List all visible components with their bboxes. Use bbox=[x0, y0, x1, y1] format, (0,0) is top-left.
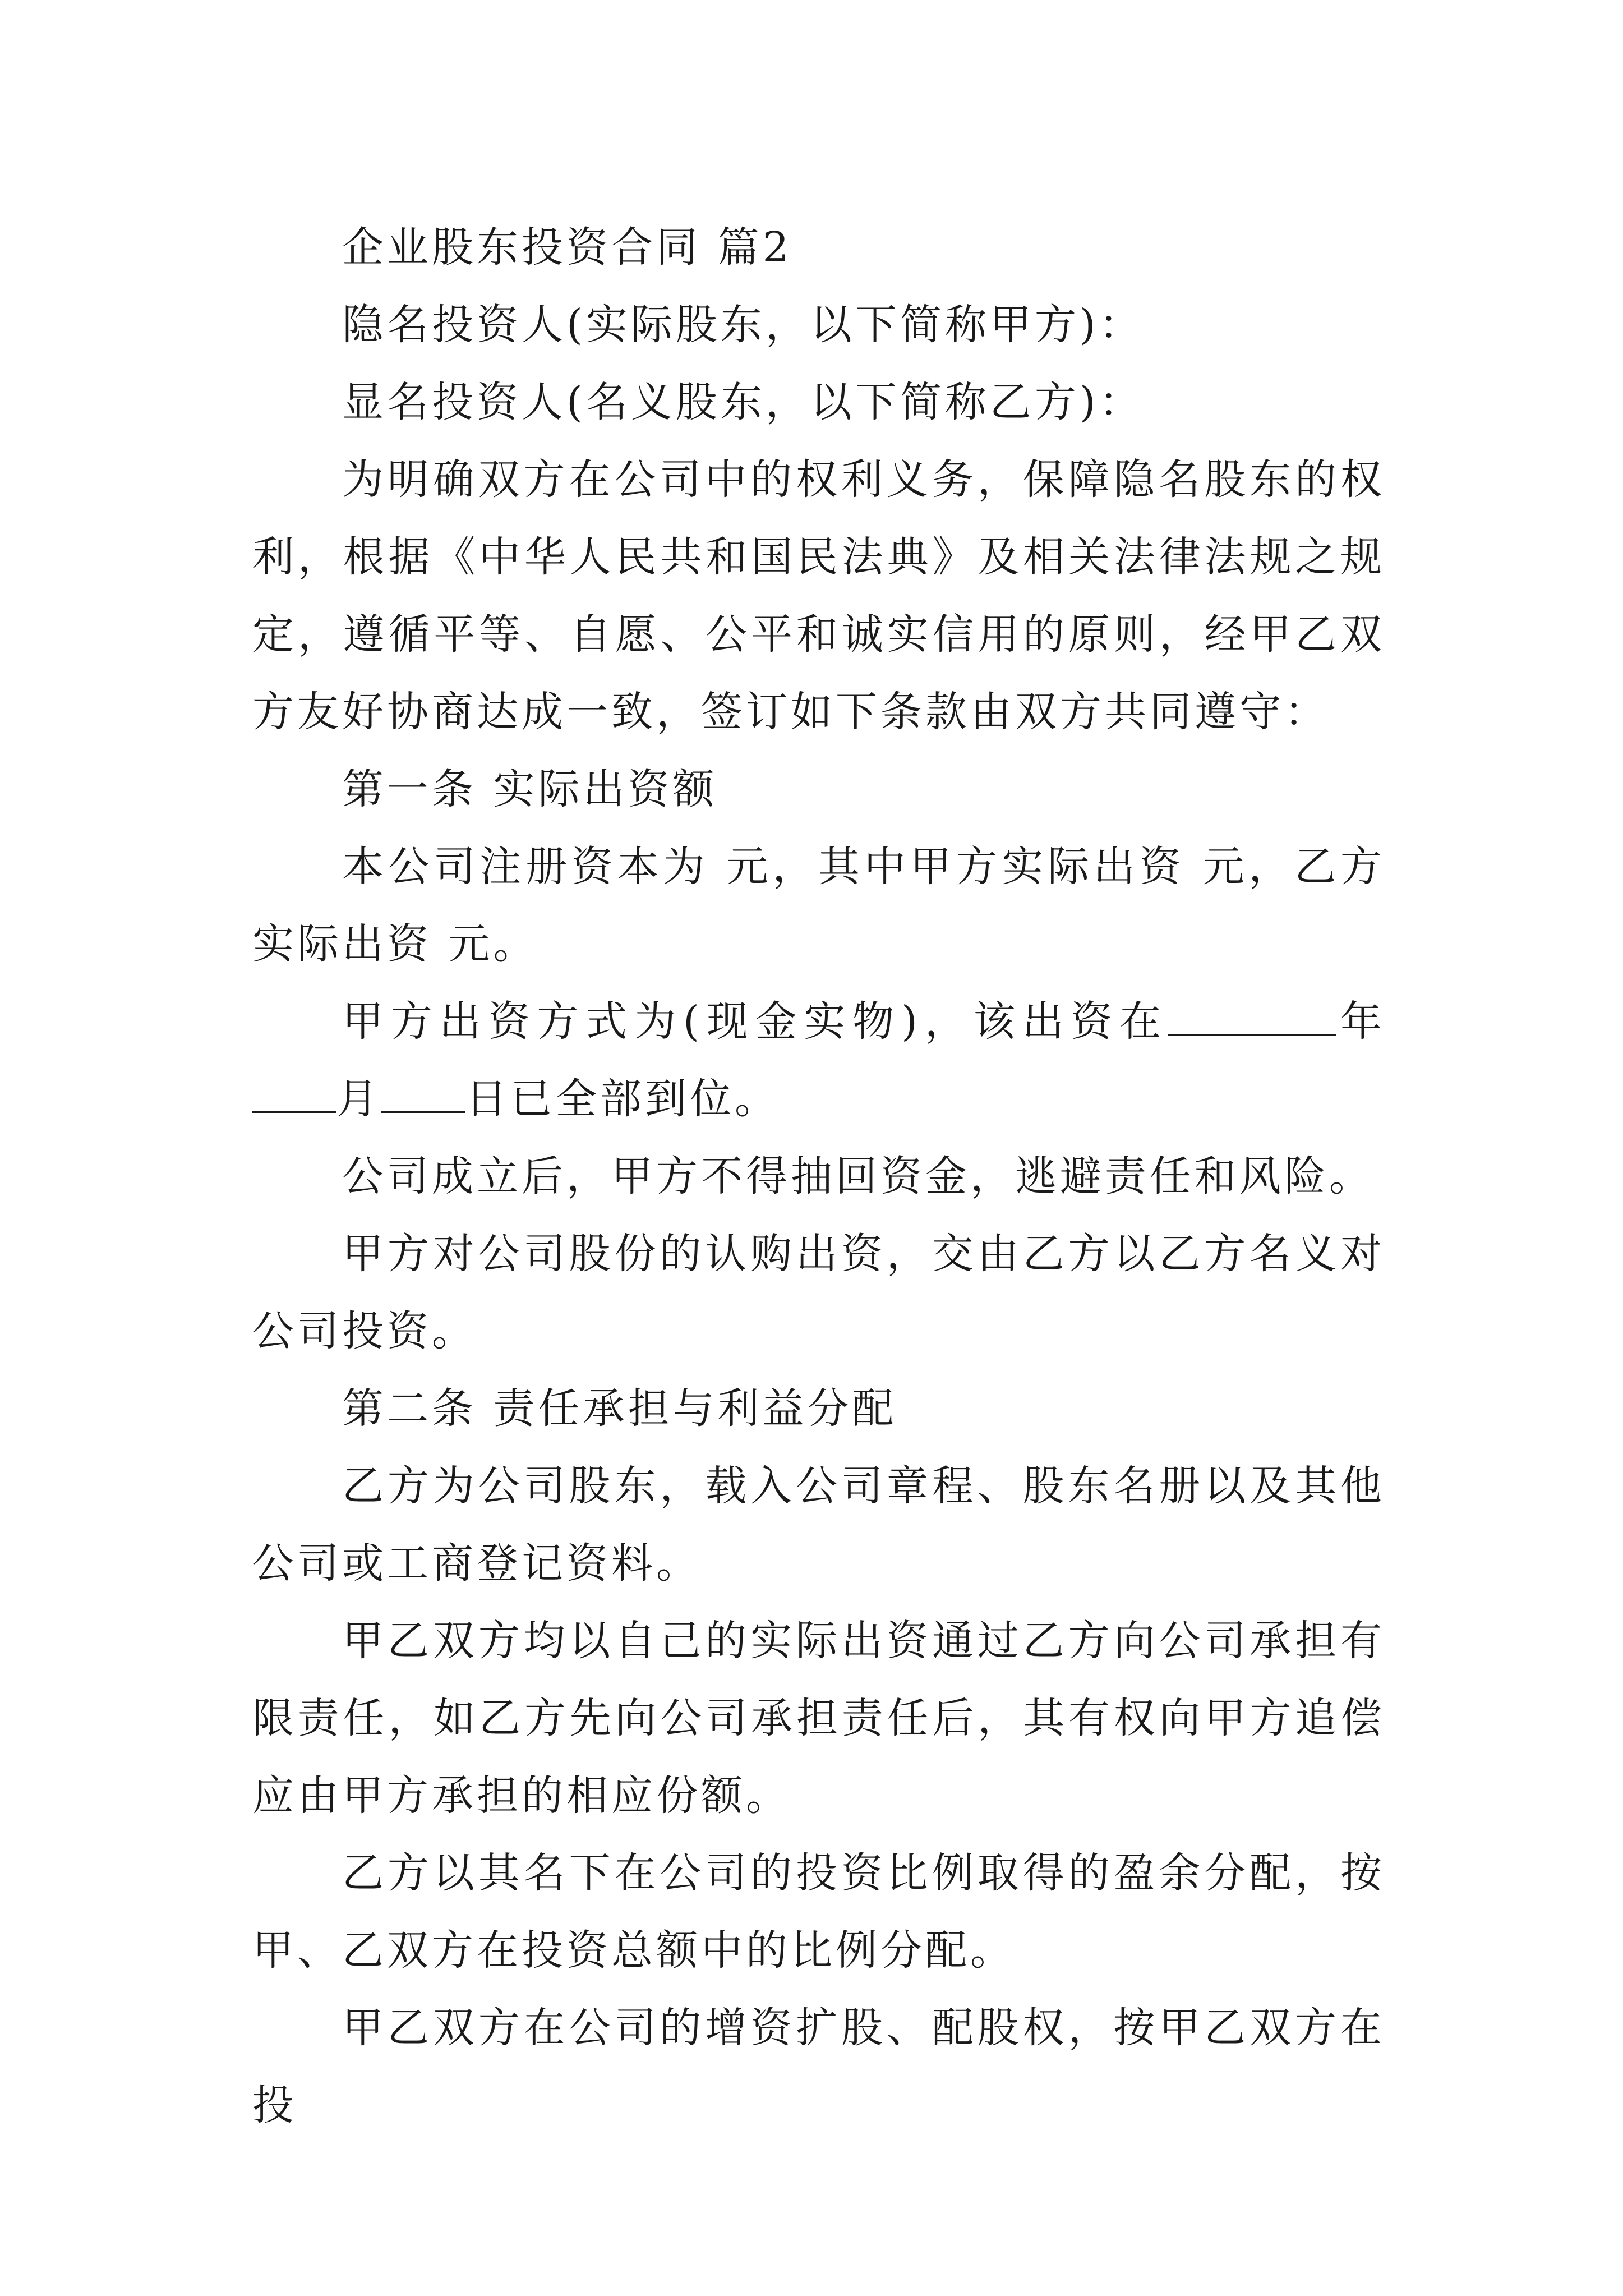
article-1-title: 第一条 实际出资额 bbox=[342, 765, 718, 813]
article-1-paragraph-2-part-b: 年 bbox=[1336, 997, 1385, 1046]
party-b-line: 显名投资人(名义股东，以下简称乙方)： bbox=[342, 378, 1144, 426]
article-2-title: 第二条 责任承担与利益分配 bbox=[342, 1384, 897, 1433]
article-1-paragraph-3: 公司成立后，甲方不得抽回资金，逃避责任和风险。 bbox=[342, 1152, 1374, 1200]
day-blank bbox=[381, 1072, 465, 1113]
preamble-paragraph: 为明确双方在公司中的权利义务，保障隐名股东的权利，根据《中华人民共和国民法典》及相关法律法规之规定，遵循平等、自愿、公平和诚实信用的原则，经甲乙双方友好协商达成一致，签订如下条款由双方共同遵守： bbox=[252, 455, 1385, 736]
article-2-paragraph-2: 甲乙双方均以自己的实际出资通过乙方向公司承担有限责任，如乙方先向公司承担责任后，其有权向甲方追偿应由甲方承担的相应份额。 bbox=[252, 1617, 1385, 1820]
document-title: 企业股东投资合同 篇2 bbox=[342, 223, 792, 272]
party-a-line: 隐名投资人(实际股东，以下简称甲方)： bbox=[342, 301, 1144, 349]
article-2-paragraph-3: 乙方以其名下在公司的投资比例取得的盈余分配，按甲、乙双方在投资总额中的比例分配。 bbox=[252, 1849, 1385, 1975]
article-2-paragraph-1: 乙方为公司股东，载入公司章程、股东名册以及其他公司或工商登记资料。 bbox=[252, 1462, 1385, 1588]
article-1-paragraph-4: 甲方对公司股份的认购出资，交由乙方以乙方名义对公司投资。 bbox=[252, 1230, 1385, 1355]
article-1-paragraph-2 bbox=[252, 983, 1385, 1138]
article-2-paragraph-4: 甲乙双方在公司的增资扩股、配股权，按甲乙双方在投 bbox=[252, 2004, 1385, 2129]
contract-document bbox=[252, 209, 1385, 2144]
article-1-paragraph-2-part-c: 月 bbox=[336, 1075, 381, 1123]
article-1-paragraph-1: 本公司注册资本为 元，其中甲方实际出资 元，乙方实际出资 元。 bbox=[252, 843, 1385, 968]
month-blank bbox=[252, 1072, 336, 1113]
article-1-paragraph-2-part-a: 甲方出资方式为(现金实物)，该出资在 bbox=[342, 997, 1169, 1046]
article-1-paragraph-2-part-d: 日已全部到位。 bbox=[465, 1075, 780, 1123]
year-blank bbox=[1168, 995, 1336, 1036]
